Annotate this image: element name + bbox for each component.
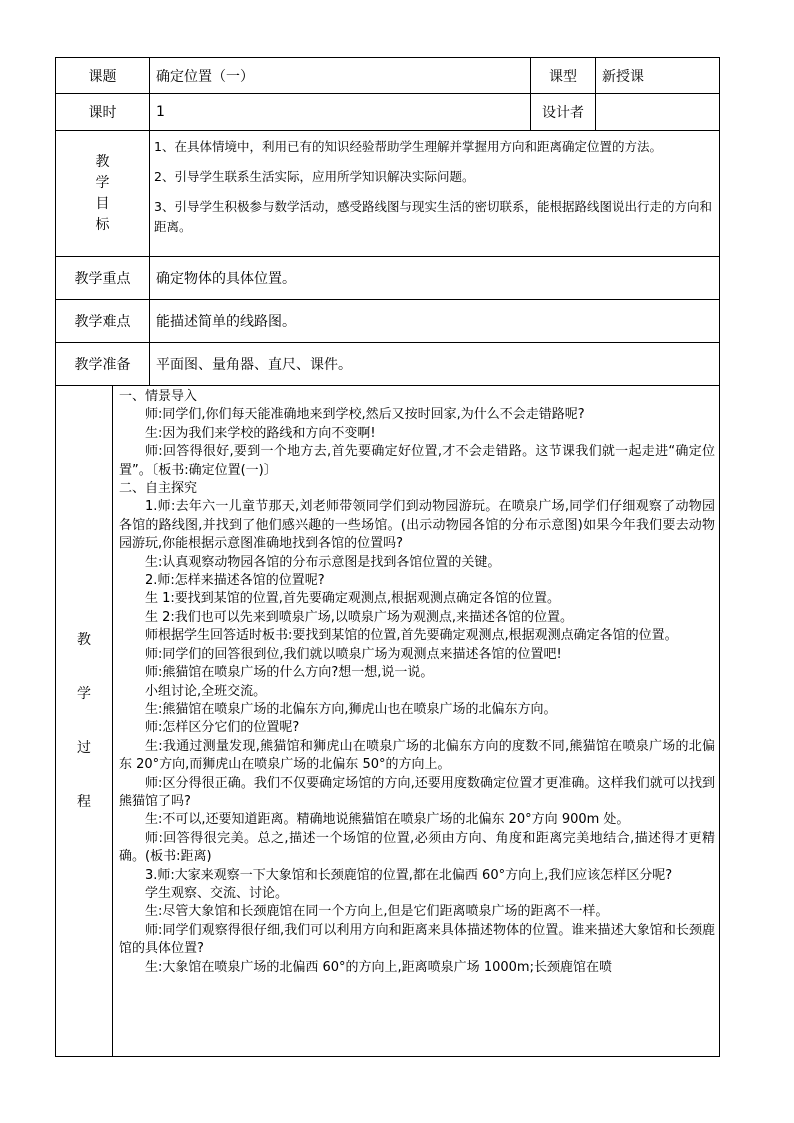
lesson-type-value: 新授课 [596, 58, 720, 94]
goals-label [56, 131, 150, 257]
section-heading: 二、自主探究 [119, 481, 198, 497]
process-paragraph: 师:区分得很正确。我们不仅要确定场馆的方向,还要用度数确定位置才更准确。这样我们就可以找到熊猫馆了吗? [119, 775, 715, 809]
prep-value: 平面图、量角器、直尺、课件。 [150, 343, 720, 386]
goals-label-char: 教 [95, 153, 110, 170]
process-paragraph: 生:认真观察动物园各馆的分布示意图是找到各馆位置的关键。 [145, 554, 501, 570]
process-label-char: 过 [77, 740, 91, 756]
process-paragraph: 师:熊猫馆在喷泉广场的什么方向?想一想,说一说。 [145, 665, 434, 681]
process-paragraph: 师:同学们,你们每天能准确地来到学校,然后又按时回家,为什么不会走错路呢? [145, 407, 585, 423]
hours-label: 课时 [56, 94, 150, 131]
process-label [56, 386, 113, 1057]
process-row [56, 386, 720, 1057]
goals-row [56, 131, 720, 257]
process-paragraph: 师:回答得很完美。总之,描述一个场馆的位置,必须由方向、角度和距离完美地结合,描述得才更精确。(板书:距离) [119, 830, 715, 865]
goals-label-char: 标 [95, 216, 110, 233]
designer-label: 设计者 [531, 94, 596, 131]
difficulty-value: 能描述简单的线路图。 [150, 300, 720, 343]
designer-value [596, 94, 720, 131]
process-paragraph: 师:怎样区分它们的位置呢? [145, 720, 300, 736]
hours-row [56, 94, 720, 131]
process-paragraph: 生:不可以,还要知道距离。精确地说熊猫馆在喷泉广场的北偏东 20°方向 900m 处。 [145, 812, 630, 828]
difficulty-label: 教学难点 [56, 300, 150, 343]
process-paragraph: 生:因为我们来学校的路线和方向不变啊! [145, 425, 376, 441]
process-label-char: 教 [77, 632, 91, 648]
topic-row [56, 58, 720, 94]
prep-row [56, 343, 720, 386]
process-paragraph: 师:同学们观察得很仔细,我们可以利用方向和距离来具体描述物体的位置。谁来描述大象馆和长颈鹿馆的具体位置? [119, 922, 715, 957]
process-paragraph: 生 1:要找到某馆的位置,首先要确定观测点,根据观测点确定各馆的位置。 [145, 591, 561, 607]
focus-label: 教学重点 [56, 257, 150, 300]
difficulty-row [56, 300, 720, 343]
process-paragraph: 3.师:大家来观察一下大象馆和长颈鹿馆的位置,都在北偏西 60°方向上,我们应该怎样区分呢? [145, 867, 673, 883]
process-paragraph: 师:回答得很好,要到一个地方去,首先要确定好位置,才不会走错路。这节课我们就一起走进“确定位置”。〔板书:确定位置(一)〕 [119, 444, 715, 478]
process-label-char: 学 [77, 686, 91, 702]
process-paragraph: 生:我通过测量发现,熊猫馆和狮虎山在喷泉广场的北偏东方向的度数不同,熊猫馆在喷泉广场的北偏东 20°方向,而狮虎山在喷泉广场的北偏东 50°的方向上。 [119, 738, 715, 773]
topic-label: 课题 [56, 58, 150, 94]
lesson-type-label: 课型 [531, 58, 596, 94]
focus-value: 确定物体的具体位置。 [150, 257, 720, 300]
process-paragraph: 生:熊猫馆在喷泉广场的北偏东方向,狮虎山也在喷泉广场的北偏东方向。 [145, 701, 557, 717]
goal-item: 2、引导学生联系生活实际，应用所学知识解决实际问题。 [154, 169, 475, 184]
process-paragraph: 师:同学们的回答很到位,我们就以喷泉广场为观测点来描述各馆的位置吧! [145, 646, 562, 662]
section-heading: 一、情景导入 [119, 389, 198, 404]
process-paragraph: 生:尽管大象馆和长颈鹿馆在同一个方向上,但是它们距离喷泉广场的距离不一样。 [145, 904, 609, 920]
lesson-plan-table [55, 57, 720, 1057]
process-label-char: 程 [77, 794, 91, 810]
hours-value: 1 [150, 94, 531, 131]
prep-label: 教学准备 [56, 343, 150, 386]
goal-item: 1、在具体情境中，利用已有的知识经验帮助学生理解并掌握用方向和距离确定位置的方法。 [154, 139, 662, 154]
process-paragraph: 学生观察、交流、讨论。 [145, 885, 289, 901]
goal-item: 3、引导学生积极参与数学活动，感受路线图与现实生活的密切联系，能根据路线图说出行走的方向和距离。 [154, 199, 712, 234]
lesson-plan-page [55, 57, 719, 1057]
process-paragraph: 生:大象馆在喷泉广场的北偏西 60°的方向上,距离喷泉广场 1000m;长颈鹿馆在喷 [145, 959, 612, 975]
process-paragraph: 1.师:去年六一儿童节那天,刘老师带领同学们到动物园游玩。在喷泉广场,同学们仔细观察了动物园各馆的路线图,并找到了他们感兴趣的一些场馆。(出示动物园各馆的分布示意图)如果今年我们要去动物园游玩,你能根据示意图准确地找到各馆的位置吗? [119, 499, 715, 552]
topic-value: 确定位置（一） [150, 58, 531, 94]
process-paragraph: 小组讨论,全班交流。 [145, 683, 267, 699]
process-content [113, 386, 720, 1057]
goals-label-char: 学 [95, 174, 110, 191]
process-paragraph: 2.师:怎样来描述各馆的位置呢? [145, 573, 325, 589]
focus-row [56, 257, 720, 300]
process-lines [119, 388, 715, 977]
process-paragraph: 生 2:我们也可以先来到喷泉广场,以喷泉广场为观测点,来描述各馆的位置。 [145, 609, 574, 625]
goals-content [150, 131, 720, 257]
goals-label-char: 目 [95, 195, 110, 212]
process-paragraph: 师根据学生回答适时板书:要找到某馆的位置,首先要确定观测点,根据观测点确定各馆的位置。 [145, 628, 678, 644]
